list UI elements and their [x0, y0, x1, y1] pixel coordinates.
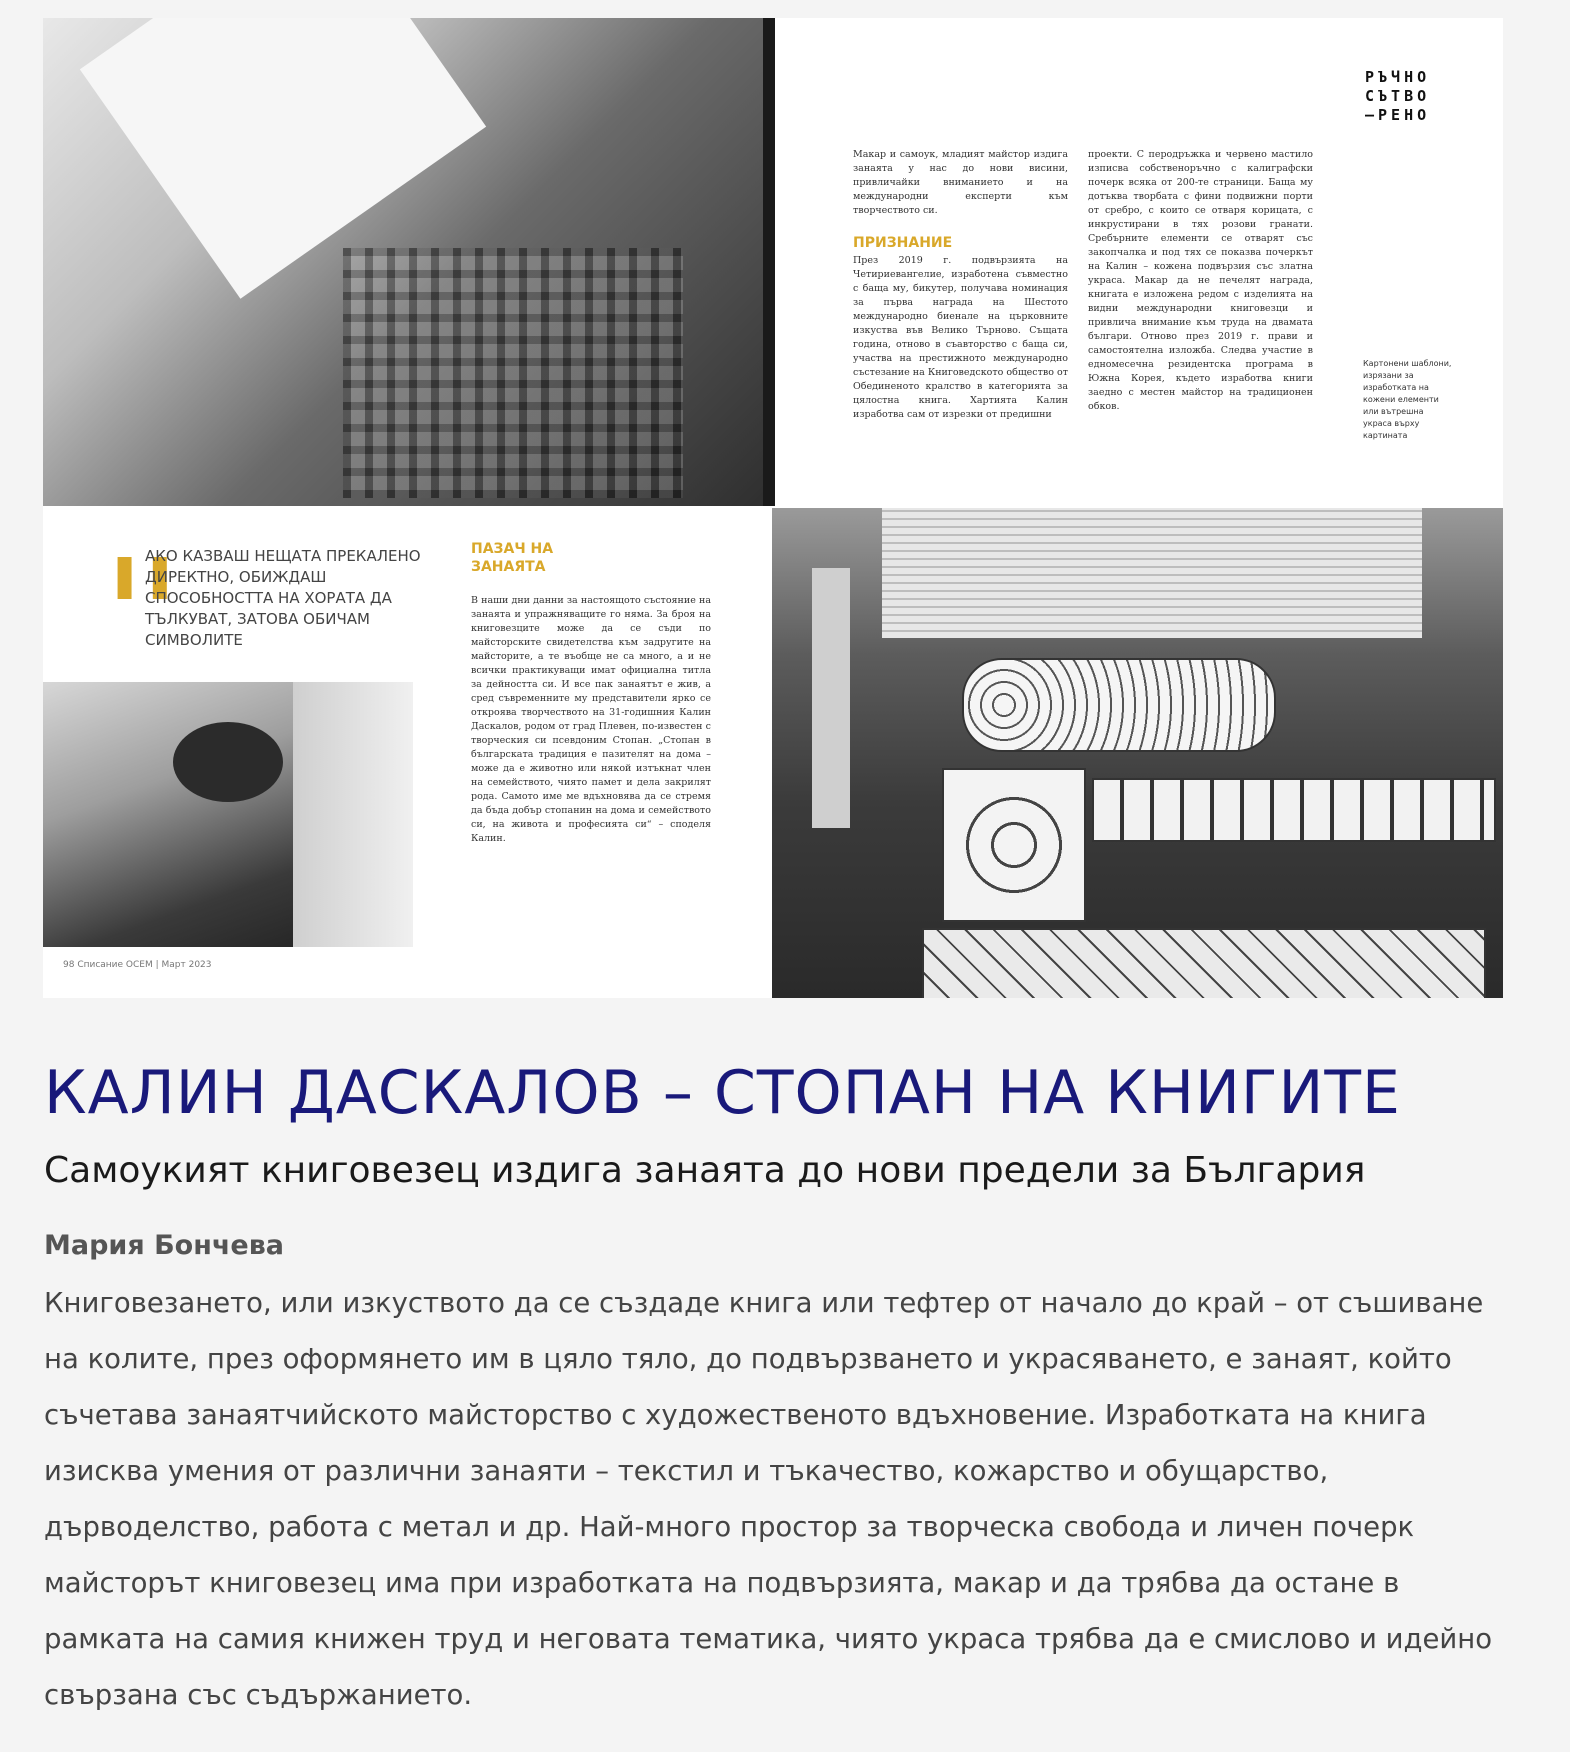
- brand-line: СЪТВО: [1365, 87, 1431, 105]
- quote-mark-icon: ❚❚: [107, 550, 178, 599]
- column-paragraph: проекти. С перодръжка и червено мастило изписва собственоръчно с калиграфски почерк всяка от 200-те страници. Баща му дотъква творбата с фини подвижни порти от сребро, с които се отваря корицата, с инкрустирани в тях розови гранати. Сребърните елементи се отварят със закопчалка и под тях се показва почеркът на Калин – кожена подвързия със златна украса. Макар да не печелят награда, книгата е изложена редом с изделията на видни международни книговезци и привлича внимание към труда на двамата българи. Отново през 2019 г. прави и самостоятелна изложба. Следва участие в едномесечна резидентска програма в Южна Корея, където изработва книги заедно с местен майстор на традиционен обков.: [1088, 149, 1313, 412]
- photo-ornament-templates: [772, 508, 1503, 998]
- article-body: Книговезането, или изкуството да се създаде книга или тефтер от начало до край – от съшиване на колите, през оформянето им в цяло тяло, до подвързването и украсяването, е занаят, който съчетава занаятчийското майсторство с художественото вдъхновение. Изработката на книга изисква умения от различни занаяти – текстил и тъкачество, кожарство и обущарство, дърводелство, работа с метал и др. Най-много простор за творческа свобода и личен почерк майсторът книговезец има при изработката на подвързията, макар и да трябва да остане в рамката на самия книжен труд и неговата тематика, чиято украса трябва да е смислово и идейно свързана със съдържанието.: [44, 1287, 1493, 1711]
- ornament-template: [962, 658, 1276, 752]
- pull-quote: АКО КАЗВАШ НЕЩАТА ПРЕКАЛЕНО ДИРЕКТНО, ОБИЖДАШ СПОСОБНОСТТА НА ХОРАТА ДА ТЪЛКУВАТ, ЗАТОВА ОБИЧАМ СИМВОЛИТЕ: [145, 547, 421, 649]
- article-title: КАЛИН ДАСКАЛОВ – СТОПАН НА КНИГИТЕ: [44, 1058, 1401, 1128]
- brand-line: РЪЧНО: [1365, 68, 1431, 86]
- article-author: Мария Бончева: [44, 1230, 285, 1261]
- ornament-template: [942, 768, 1086, 922]
- column-paragraph: Макар и самоук, младият майстор издига занаята у нас до нови висини, привличайки вниманието и на международни експерти към творчеството си.: [853, 149, 1068, 216]
- section-heading: ПАЗАЧ НА ЗАНАЯТА: [471, 541, 554, 575]
- column-paragraph: През 2019 г. подвързията на Четириевангелие, изработена съвместно с баща му, бикутер, получава номинация за първа награда на Шестото международно биенале на църковните изкуства във Велико Търново. Същата година, отново в съавторство с баща си, участва на престижното международно състезание на Книговедското общество от Обединеното кралство в категорията за цялостна книга. Хартията Калин изработва сам от изрезки от предишни: [853, 255, 1068, 420]
- photo-bookbinder-at-work: [43, 682, 413, 947]
- spread-column-c: [471, 594, 711, 846]
- brand-line: –РЕНО: [1365, 106, 1431, 124]
- photo-caption: Картонени шаблони, изрязани за изработката на кожени елементи или вътрешна украса върху картината: [1363, 359, 1452, 440]
- spread-column-a: [853, 148, 1068, 422]
- page-folio: 98 Списание ОСЕМ | Март 2023: [63, 960, 212, 970]
- section-heading: ПРИЗНАНИЕ: [853, 235, 953, 251]
- photo-divider: [763, 18, 775, 506]
- spread-column-b: [1088, 148, 1313, 414]
- ruler: [812, 568, 850, 828]
- paper-stack: [882, 508, 1422, 638]
- ornament-template: [1092, 778, 1496, 842]
- magazine-spread-image: [43, 18, 1503, 998]
- brand-mark: [1365, 68, 1430, 125]
- photo-hands-closeup: [43, 18, 773, 506]
- ornament-template: [922, 928, 1486, 998]
- column-paragraph: В наши дни данни за настоящото състояние на занаята и упражняващите го няма. За броя на книговезците може да се съди по майсторските свидетелства към задругите на майсторите, а те въобще не са много, а и не всички практикуващи имат официална титла за дейността си. И все пак занаятът е жив, а сред съвременните му представители ярко се откроява творчеството на 31-годишния Калин Даскалов, родом от град Плевен, по-известен с творческия си псевдоним Стопан. „Стопан в българската традиция е пазителят на дома – може да е животно или някой изтъкнат член на семейството, чиято памет и дела закрилят рода. Самото име ме вдъхновява да се стремя да бъда добър стопанин на дома и семейството си, на живота и професията си“ – споделя Калин.: [471, 595, 711, 844]
- article-subtitle: Самоукият книговезец издига занаята до нови предели за България: [44, 1150, 1366, 1191]
